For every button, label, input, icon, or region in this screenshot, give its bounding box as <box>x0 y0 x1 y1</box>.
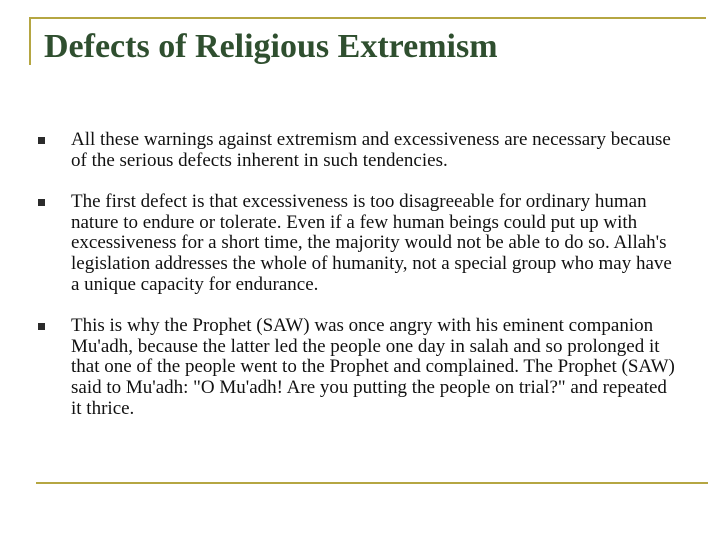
frame-top-line <box>29 17 706 19</box>
bullet-item-2 <box>36 192 676 295</box>
frame-left-line <box>29 17 31 65</box>
square-bullet-icon <box>38 137 45 144</box>
square-bullet-icon <box>38 323 45 330</box>
frame-bottom-line <box>36 482 708 484</box>
square-bullet-icon <box>38 199 45 206</box>
bullet-item-1 <box>36 130 676 171</box>
bullet-text-2: The first defect is that excessiveness is too disagreeable for ordinary human nature to endure or tolerate. Even if a few human beings could put up with excessiveness for a short time, the majority would not be able to do so. Allah's legislation addresses the whole of humanity, not a special group who may have a unique capacity for endurance. <box>71 191 672 295</box>
bullet-text-1: All these warnings against extremism and excessiveness are necessary because of the serious defects inherent in such tendencies. <box>71 129 671 171</box>
slide-title: Defects of Religious Extremism <box>44 28 498 65</box>
bullet-text-3: This is why the Prophet (SAW) was once angry with his eminent companion Mu'adh, because the latter led the people one day in salah and so prolonged it that one of the people went to the Prophet and complained. The Prophet (SAW) said to Mu'adh: "O Mu'adh! Are you putting the people on trial?" and repeated it thrice. <box>71 315 675 419</box>
bullet-item-3 <box>36 316 676 419</box>
bullet-list <box>36 130 676 419</box>
